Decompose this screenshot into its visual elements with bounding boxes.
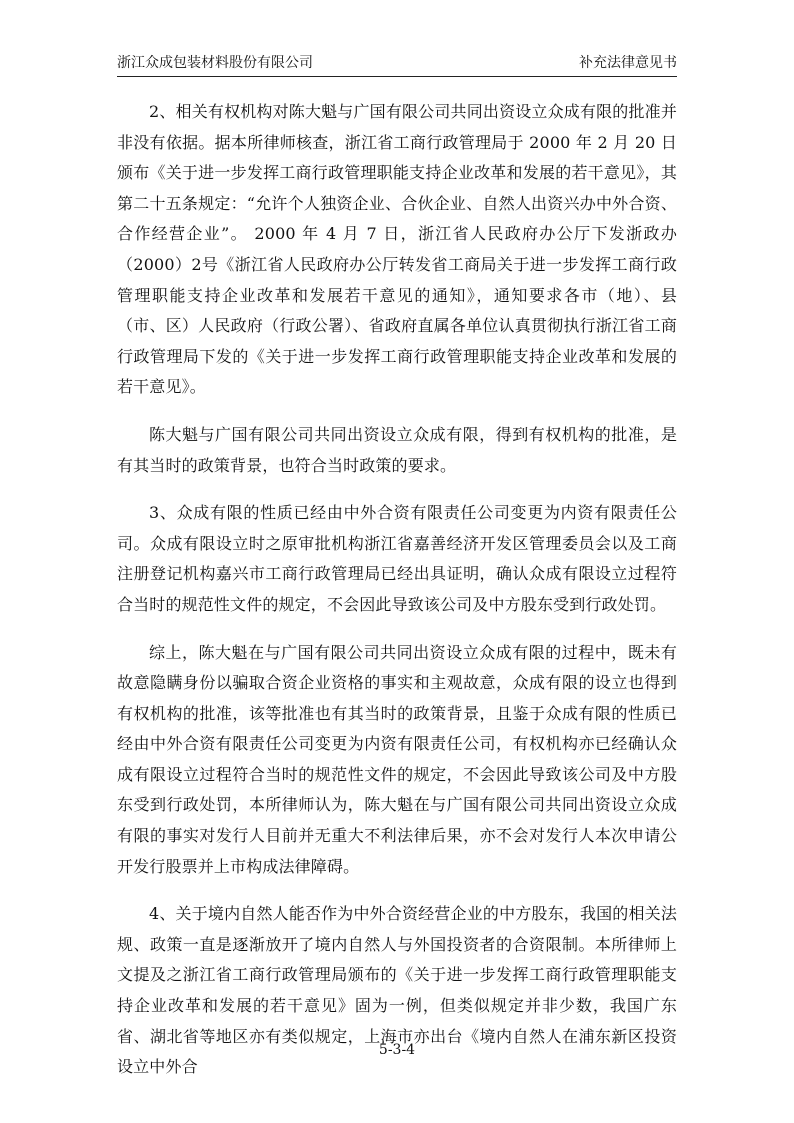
paragraph-policy-background: 陈大魁与广国有限公司共同出资设立众成有限，得到有权机构的批准，是有其当时的政策背景，也符合当时政策的要求。 xyxy=(117,424,677,475)
header-document-title: 补充法律意见书 xyxy=(579,55,677,71)
header-divider xyxy=(117,76,677,77)
page-header xyxy=(117,50,677,76)
paragraph-approval-basis: 2、相关有权机构对陈大魁与广国有限公司共同出资设立众成有限的批准并非没有依据。据本所律师核查，浙江省工商行政管理局于 2000 年 2 月 20 日颁布《关于进一步发挥工商行政管理职能支持企业改革和发展的若干意见》，其第二十五条规定：“允许个人独资企业、合伙企业、自然人出资兴办中外合资、合作经营企业”。 2000 年 4 月 7 日，浙江省人民政府办公厅下发浙政办（2000）2号《浙江省人民政府办公厅转发省工商局关于进一步发挥工商行政管理职能支持企业改革和发展若干意见的通知》，通知要求各市（地）、县（市、区）人民政府（行政公署）、省政府直属各单位认真贯彻执行浙江省工商行政管理局下发的《关于进一步发挥工商行政管理职能支持企业改革和发展的若干意见》。 xyxy=(117,102,677,397)
paragraph-domestic-natural-person: 4、关于境内自然人能否作为中外合资经营企业的中方股东，我国的相关法规、政策一直是逐渐放开了境内自然人与外国投资者的合资限制。本所律师上文提及之浙江省工商行政管理局颁布的《关于进一步发挥工商行政管理职能支持企业改革和发展的若干意见》固为一例，但类似规定并非少数，我国广东省、湖北省等地区亦有类似规定，上海市亦出台《境内自然人在浦东新区投资设立中外合 xyxy=(117,904,677,1077)
document-body xyxy=(117,97,677,1100)
header-company-name: 浙江众成包装材料股份有限公司 xyxy=(117,55,313,71)
paragraph-conclusion: 综上，陈大魁在与广国有限公司共同出资设立众成有限的过程中，既未有故意隐瞒身份以骗取合资企业资格的事实和主观故意，众成有限的设立也得到有权机构的批准，该等批准也有其当时的政策背景，且鉴于众成有限的性质已经由中外合资有限责任公司变更为内资有限责任公司，有权机构亦已经确认众成有限设立过程符合当时的规范性文件的规定，不会因此导致该公司及中方股东受到行政处罚，本所律师认为，陈大魁在与广国有限公司共同出资设立众成有限的事实对发行人目前并无重大不利法律后果，亦不会对发行人本次申请公开发行股票并上市构成法律障碍。 xyxy=(117,642,677,876)
paragraph-nature-change: 3、众成有限的性质已经由中外合资有限责任公司变更为内资有限责任公司。众成有限设立时之原审批机构浙江省嘉善经济开发区管理委员会以及工商注册登记机构嘉兴市工商行政管理局已经出具证明，确认众成有限设立过程符合当时的规范性文件的规定，不会因此导致该公司及中方股东受到行政处罚。 xyxy=(117,503,677,614)
page-number: 5-3-4 xyxy=(378,1042,416,1058)
